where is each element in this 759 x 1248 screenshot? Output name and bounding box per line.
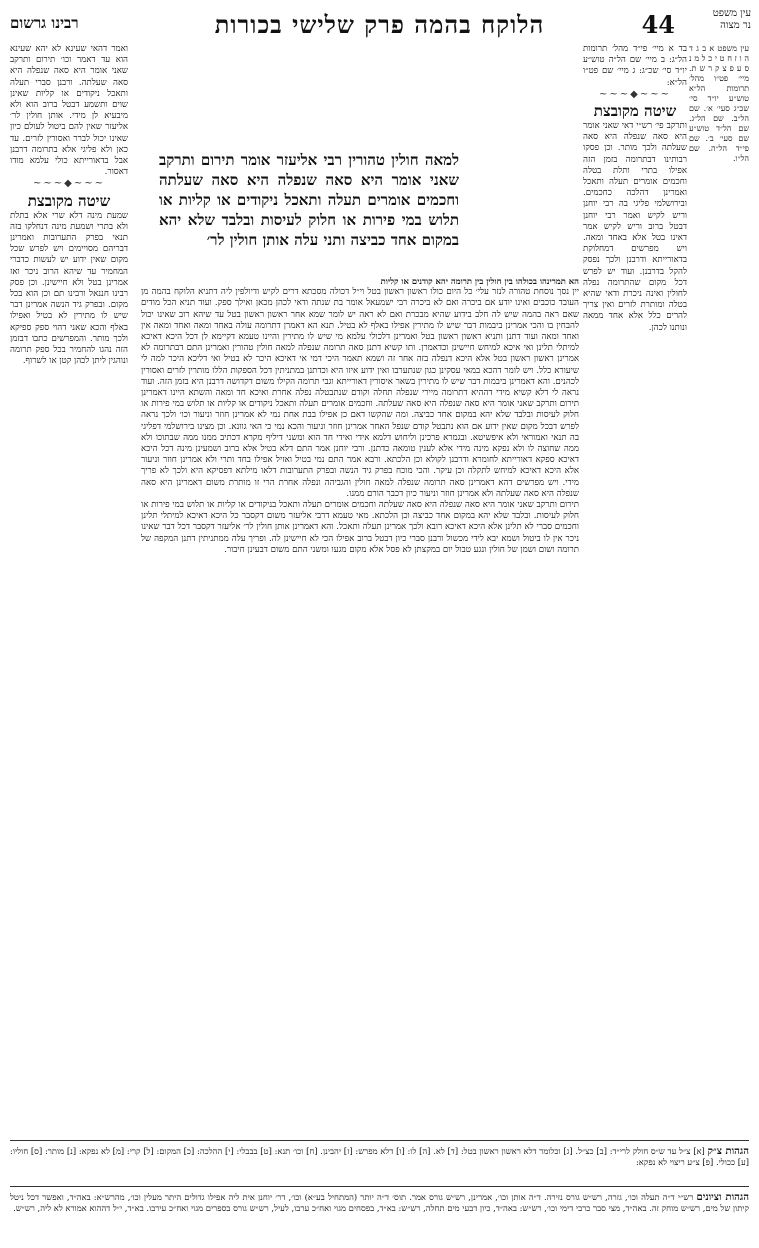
rabbeinu-gershom-column (10, 44, 128, 1134)
mefarshim-top-text: בד א מיי׳ פי״ד מהל׳ תרומות הל״ג: ב מיי׳ שם הל״ה טוש״ע יו״ד סי׳ שכ״ג: ג מיי׳ שם פט״ו הל״א: (583, 44, 687, 88)
rabbeinu-gershom-bottom: שמעת מינה דלא שרי אלא בתלת ולא בתרי ושמעת מינה דנחלקו בזה תנאי בפרק התערובות ואמרינן דבריהם מסויימים ויש לפרש שכל מקום שאין ידוע יש לעשות כדברי המחמיר עד שיהא הרוב ניכר ואז אמרינן בטל ולא חיישינן. וכן פסק רבינו חננאל ורבינו תם וכן הוא בכל מקום. ובפרק גיד הנשה אמרינן דבר שיש לו מתירין לא בטיל ואפילו באלף והכא שאני דהוי ספק ספיקא ולכך מותר. והמפרשים כתבו דבזמן הזה נהגו להחמיר בכל ספק תרומה ונוהגין ליתן לכהן קטן או לשרוף. (10, 210, 128, 367)
shita-mekubetzet-heading-left: שיטה מקובצת (27, 191, 111, 210)
page-number: 44 (641, 10, 675, 39)
page-title: הלוקח בהמה פרק שלישי בכורות (214, 10, 545, 39)
footnotes-label-2: הגהות וציונים (696, 1192, 749, 1203)
header-ein-mishpat-label-2: נר מצוה (720, 20, 751, 31)
gemara-column (141, 44, 579, 1092)
mefarshim-column (583, 44, 687, 1054)
ein-mishpat-column (689, 44, 749, 164)
footnotes-line-2 (10, 1192, 749, 1214)
footnote-divider-1 (10, 1140, 749, 1141)
ornament-divider-left: ~~~◆~~~ (33, 178, 105, 190)
mefarshim-bottom-text: ותרקב פי׳ רש״י דאי שאני אומר היא סאה שנפלה היא סאה שעלתה ולכך מותר. וכן פסקו רבותינו דבתרומה בזמן הזה אפילו בתרי ותלת בטלה וחכמים אומרים תעלה ותאכל ואמרינן דהלכה כחכמים. ובירושלמי פליגי בה רבי יוחנן וריש לקיש ואמר רבי יוחנן דבטל ברוב וריש לקיש אמר דאינו בטל אלא באחד ומאה. ויש מפרשים דמחלוקת בדאורייתא ודרבנן ולכך נפסק להקל בדרבנן. ועוד יש לפרש דכל מקום שהתרומה נפלה לחולין ואינה ניכרת ודאי שהיא בטלה ומותרת לזרים ואין צריך להרים כלל אלא אחד ממאה ונותנו לכהן. (583, 121, 687, 333)
footnotes-line-1 (10, 1146, 749, 1168)
gemara-opening: הא תמרינהו בכולהו בין חולין בין תרומה יהא קודנים או קליות (380, 276, 579, 286)
mishna-text: למאה חולין טהורין רבי אליעזר אומר תירום ותרקב שאני אומר היא סאה שנפלה היא סאה שעלתה וחכמים אומרים תעלה ותאכל ניקודים או קליות או תלוש במי פירות או חלוק לעיסות ובלבד שלא יהא במקום אחד כביצה ותני עלה אותן חולין לר׳ (159, 151, 459, 249)
ornament-divider: ~~~◆~~~ (599, 88, 671, 100)
gemara-continuation: תירום ותרקב שאני אומר היא סאה שנפלה היא סאה שעלתה וחכמים אומרים תעלה ותאכל בניקודים או קליות או תלוש במי פירות או חלוק לעיסות. ובלבד שלא יהא במקום אחד כביצה וכן הלכתא. מאי טעמא דרבי אליעזר משום דקסבר כל היכא דאיכא למיתלי תלינן וחכמים סברי לא תלינן אלא היכא דאיכא רובא ולכך אמרינן תעלה ותאכל. והא דאמרינן אותן חולין לר׳ אליעזר דקסבר דכל דבר שאינו ניכר אין לו ביטול ושמא יבא לידי מכשול ורבנן סברי כיון דבטל ברוב אפילו הכי לא חיישינן לה. ופריך עלה ממתניתין דתנן המקפה של תרומה ושום ושמן של חולין ונגע טבול יום במקצתן לא פסל אלא מקום מגעו ומשני התם משום דבעינן חיבור. (141, 499, 579, 555)
footnotes-text-1: [א] צ״ל עד ש״ס חולק לרי״ד: [ב] כצ״ל. [ג] וכלומר דלא ראשון ראשון בטל: [ד] לא. [ה] לו: [ו] דלא מפרש: [ז] יהבינן. [ח] וכו׳ תנא: [ט] בבבלי: [י] ההלכה: [כ] המקום: [ל] קרי: [מ] לא נפקא: [נ] מותר: [ס] חוליו: [ע] ככולי. [פ] צ״ע ריצוי לא נפקא: (10, 1146, 749, 1167)
rabbeinu-gershom-top: ואמר דהאי שעינא לא יהא שעינא הוא עד דאמר וכו׳ תירום ותרקב שאני אומר היא סאה שנפלה היא סאה שעלתה. ורבנן סברי תעלה ותאכל ניקודים או קליות שאינן שוים ותשמע דבטל ברוב הוא ולא מיבעיא לן מידי. אותן חולין לר׳ אליעזר שאין להם ביטול לעולם כיון שאינו יכול לברר ואסורין לזרים. עד כאן ולא פליגי אלא בתרומה דרבנן אבל בדאורייתא כולי עלמא מודו דאסור. (10, 44, 128, 178)
footnotes-label-1: הגהות צ״ק (707, 1146, 749, 1157)
shita-mekubetzet-heading-right: שיטה מקובצת (593, 101, 677, 120)
footnotes-text-2: רש״י ד״ה תעלה וכו׳, גזרה, רש״ש גורס נזירה. ד״ה אותן וכו׳, אמרינן, רש״ש גורס אמר. תוס׳ ד״ה יותר (המתחיל בע״א) וכו׳, דר׳ יוחנן אית ליה אפילו גדולים היתר מעלין וכו׳, מהרש״א: באה״ד, ואפשר דכל ניטל קיתון של מים, רש״ש מוחק זה. באה״ד, מצי סבר כרבי דימי וכו׳, רש״ש: באה״ד, כיון דבעי מים תחלה, רש״ש: בא״ד, בפסחים מגוי ואח״כ ערבו, לעיל, רש״ש גורס בספרים מגוי ואח״כ עירבו. בא״ד, י״ל דההוא אמורא לא ליה, רש״ש. (10, 1192, 749, 1213)
footnote-divider-2 (10, 1186, 749, 1187)
gemara-body: יין נסך נוסחת טהורה לנזר עלי׳ כל היום כולו ראשון ראשון בטל וי״ל דכולה מסכתא דרים לקיש ודיולפין ליה דתניא הלוקח בהמה מן העובד כוכבים ואינו יודע אם ביכרה ואם לא ביכרה רבי ישמעאל אומר בת שנתה ודאי לכהן מכאן ואילך ספק. ועוד תניא הכל מודים שאם ראה בהמה שיש לה חלב בידוע שהיא מבכרת ואם לא ראה יש לומר שמא אחר ראשון ראשון בטל עד שיהא רוב שאינו יכול להבחין בו והכי אמרינן ביבמות דבר שיש לו מתירין אפילו באלף לא בטיל. תנא הא דאמרן דתרומה עולה באחד ומאה ואחד ומאה אין ואחד ומאה ועוד דתנן ותניא ראשון ראשון בטל ואמרינן דלכולי עלמא מי שיש לו מתירין והיינו טעמא דקיימא לן דכל היכא דאיכא למיתלי תלינן ואי איכא למיחש חיישינן וכדאמרן. ותו קשיא דתנן סאה תרומה שנפלה למאה חולין טהורין ואמרינן התם דבתרומה לא אמרינן ראשון ראשון בטל אלא היכא דנפלה בזה אחר זה ושמא תאמר היכי דמי אי דאיכא היכר לא בטיל ואי דליכא היכר למה לי שיעורא כלל. ויש לומר דהכא במאי עסקינן כגון שנתערבו ואין ידוע איזו היא וכדתנן במתניתין דכל הספקות הללו מותרין לזרים ואסורין לכהנים. והא דאמרינן ביבמות דבר שיש לו מתירין בשאר איסורין דאורייתא וגבי תרומה הקילו משום דקדושה דרבנן היא בזמן הזה. ועוד נראה לי דלא קשיא מידי דההיא דתרומה מיירי שנפלה תחלה וקודם שנתבטלה נפלה אחרת ואיכא חד ומאה והשתא היינו דאמרינן תירום ותרקב שאני אומר היא סאה שנפלה היא סאה שעלתה. וחכמים אומרים תעלה ותאכל ניקודים או קליות או תלוש במי פירות או חלוק לעיסות ובלבד שלא יהא במקום אחד כביצה. ומה שהקשו דאם כן אפילו בבת אחת נמי לא אמרינן חוזר וניעור וכו׳ ולכך נראה לפרש דבכל מקום שאין ידוע אם הוא נתבטל קודם שנפל האחר אמרינן חוזר וניעור והכא נמי כי האי גוונא. וכן מצינו בירושלמי דפליגי בה תנאי ואמוראי ולא איפשיטא. ובגמרא פרכינן וליחוש דלמא אידי ואידי חד הוא ומשני דיליף מקרא דכתיב ממנו ממה שבתוכו ולא ממה שחוצה לו ולא נפקא מינה מידי אלא לענין טומאה כדתנן. ורבי יוחנן אמר התם דלא בטיל אלא ברוב ושמעינן מינה דכל היכא דאיכא ספקא דאורייתא לחומרא ודרבנן לקולא וכן הלכתא. ורבא אמר התם נמי בטיל ואזיל אפילו בחד ותרי ולא אמרינן חוזר וניעור אלא היכא דאיכא למיחש לתקלה וכן עיקר. והכי מוכח בפרק גיד הנשה ובפרק התערובות דלאו מילתא דפסיקא היא ולכך לא פריך מידי. ויש מפרשים דהא דאמרינן סאה תרומה שנפלה למאה חולין והגביהה ונפלה אחרת הרי זו מותרת משום דאמרינן היא סאה שנפלה היא סאה שעלתה ולא אמרינן חוזר וניעור כיון דכבר הורם ממנו. (141, 287, 579, 499)
header-ein-mishpat-label-1: עין משפט (712, 8, 751, 19)
mishna-space (141, 44, 579, 276)
ein-mishpat-text: עין משפט א ב ג ד ה ו ז ח ט י כ ל מ נ ס ע פ צ ק ר ש ת. מיי׳ פט״ו מהל׳ תרומות הל״א טוש״ע יו״ד סי׳ שכ״ג סעי׳ א׳. שם הל״ב. שם הל״ג. שם הל״ד טוש״ע שם סעי׳ ב׳. שם פי״ד הל״ה. שם הל״ו. (689, 44, 749, 163)
header-rabbeinu-gershom: רבינו גרשום (10, 14, 79, 32)
